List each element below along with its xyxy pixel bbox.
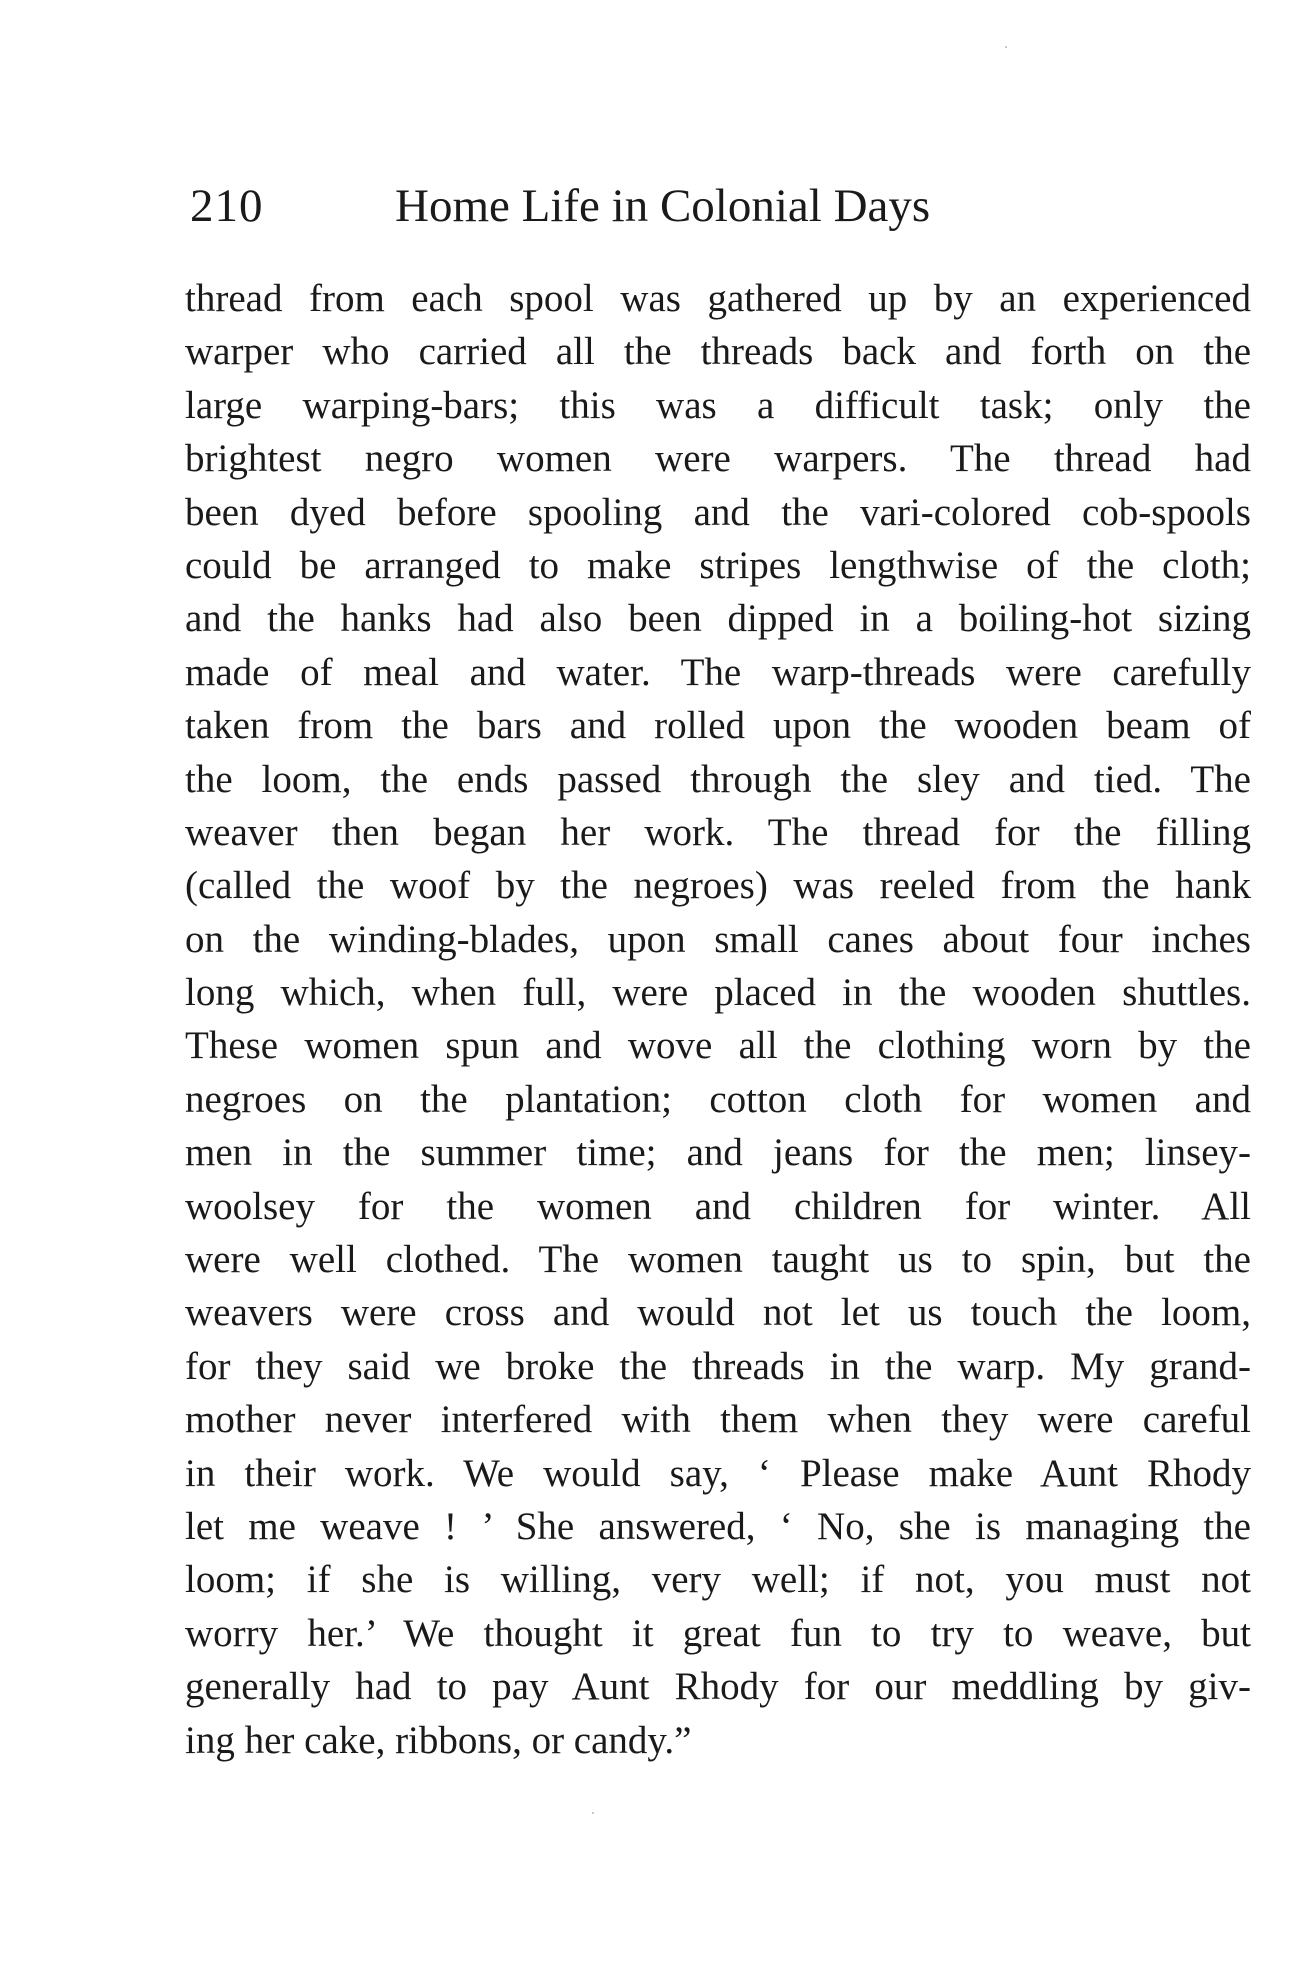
text-line: and the hanks had also been dipped in a boiling-hot sizing [185,597,1251,641]
text-line: long which, when full, were placed in the wooden shuttles. [185,971,1251,1015]
text-line: These women spun and wove all the clothing worn by the [185,1024,1251,1068]
text-line: could be arranged to make stripes lengthwise of the cloth; [185,543,1251,587]
text-line: warper who carried all the threads back and forth on the [185,330,1251,374]
running-title: Home Life in Colonial Days [395,180,931,232]
text-line: negroes on the plantation; cotton cloth for women and [185,1077,1251,1121]
text-line: ing her cake, ribbons, or candy.” [185,1718,692,1762]
text-line: made of meal and water. The warp-threads were carefully [185,650,1251,694]
text-line: worry her.’ We thought it great fun to try to weave, but [185,1611,1251,1655]
text-line: in their work. We would say, ‘ Please make Aunt Rhody [185,1451,1251,1495]
text-line: the loom, the ends passed through the sley and tied. The [185,757,1251,801]
text-line: loom; if she is willing, very well; if not, you must not [185,1558,1251,1602]
text-line: brightest negro women were warpers. The thread had [185,437,1251,481]
page-number: 210 [190,180,264,232]
text-line: thread from each spool was gathered up by an experienced [185,277,1251,320]
text-line: mother never interfered with them when they were careful [185,1398,1251,1442]
paper-speck [1005,46,1007,48]
text-line: on the winding-blades, upon small canes about four inches [185,917,1251,961]
text-line: let me weave ! ’ She answered, ‘ No, she is managing the [185,1504,1251,1548]
running-head [190,176,1050,236]
body-text [185,272,1251,1767]
text-line: large warping-bars; this was a difficult task; only the [185,383,1251,427]
paper-speck [592,1812,594,1814]
text-line: were well clothed. The women taught us to spin, but the [185,1238,1251,1282]
text-line: taken from the bars and rolled upon the wooden beam of [185,704,1251,748]
text-line: generally had to pay Aunt Rhody for our meddling by giv- [185,1665,1251,1709]
text-line: weavers were cross and would not let us touch the loom, [185,1291,1251,1335]
text-line: weaver then began her work. The thread for the filling [185,810,1251,854]
text-line: (called the woof by the negroes) was reeled from the hank [185,864,1251,908]
text-line: woolsey for the women and children for winter. All [185,1184,1251,1228]
text-line: men in the summer time; and jeans for the men; linsey- [185,1131,1251,1175]
text-line: for they said we broke the threads in the warp. My grand- [185,1344,1251,1388]
text-line: been dyed before spooling and the vari-colored cob-spools [185,490,1251,534]
